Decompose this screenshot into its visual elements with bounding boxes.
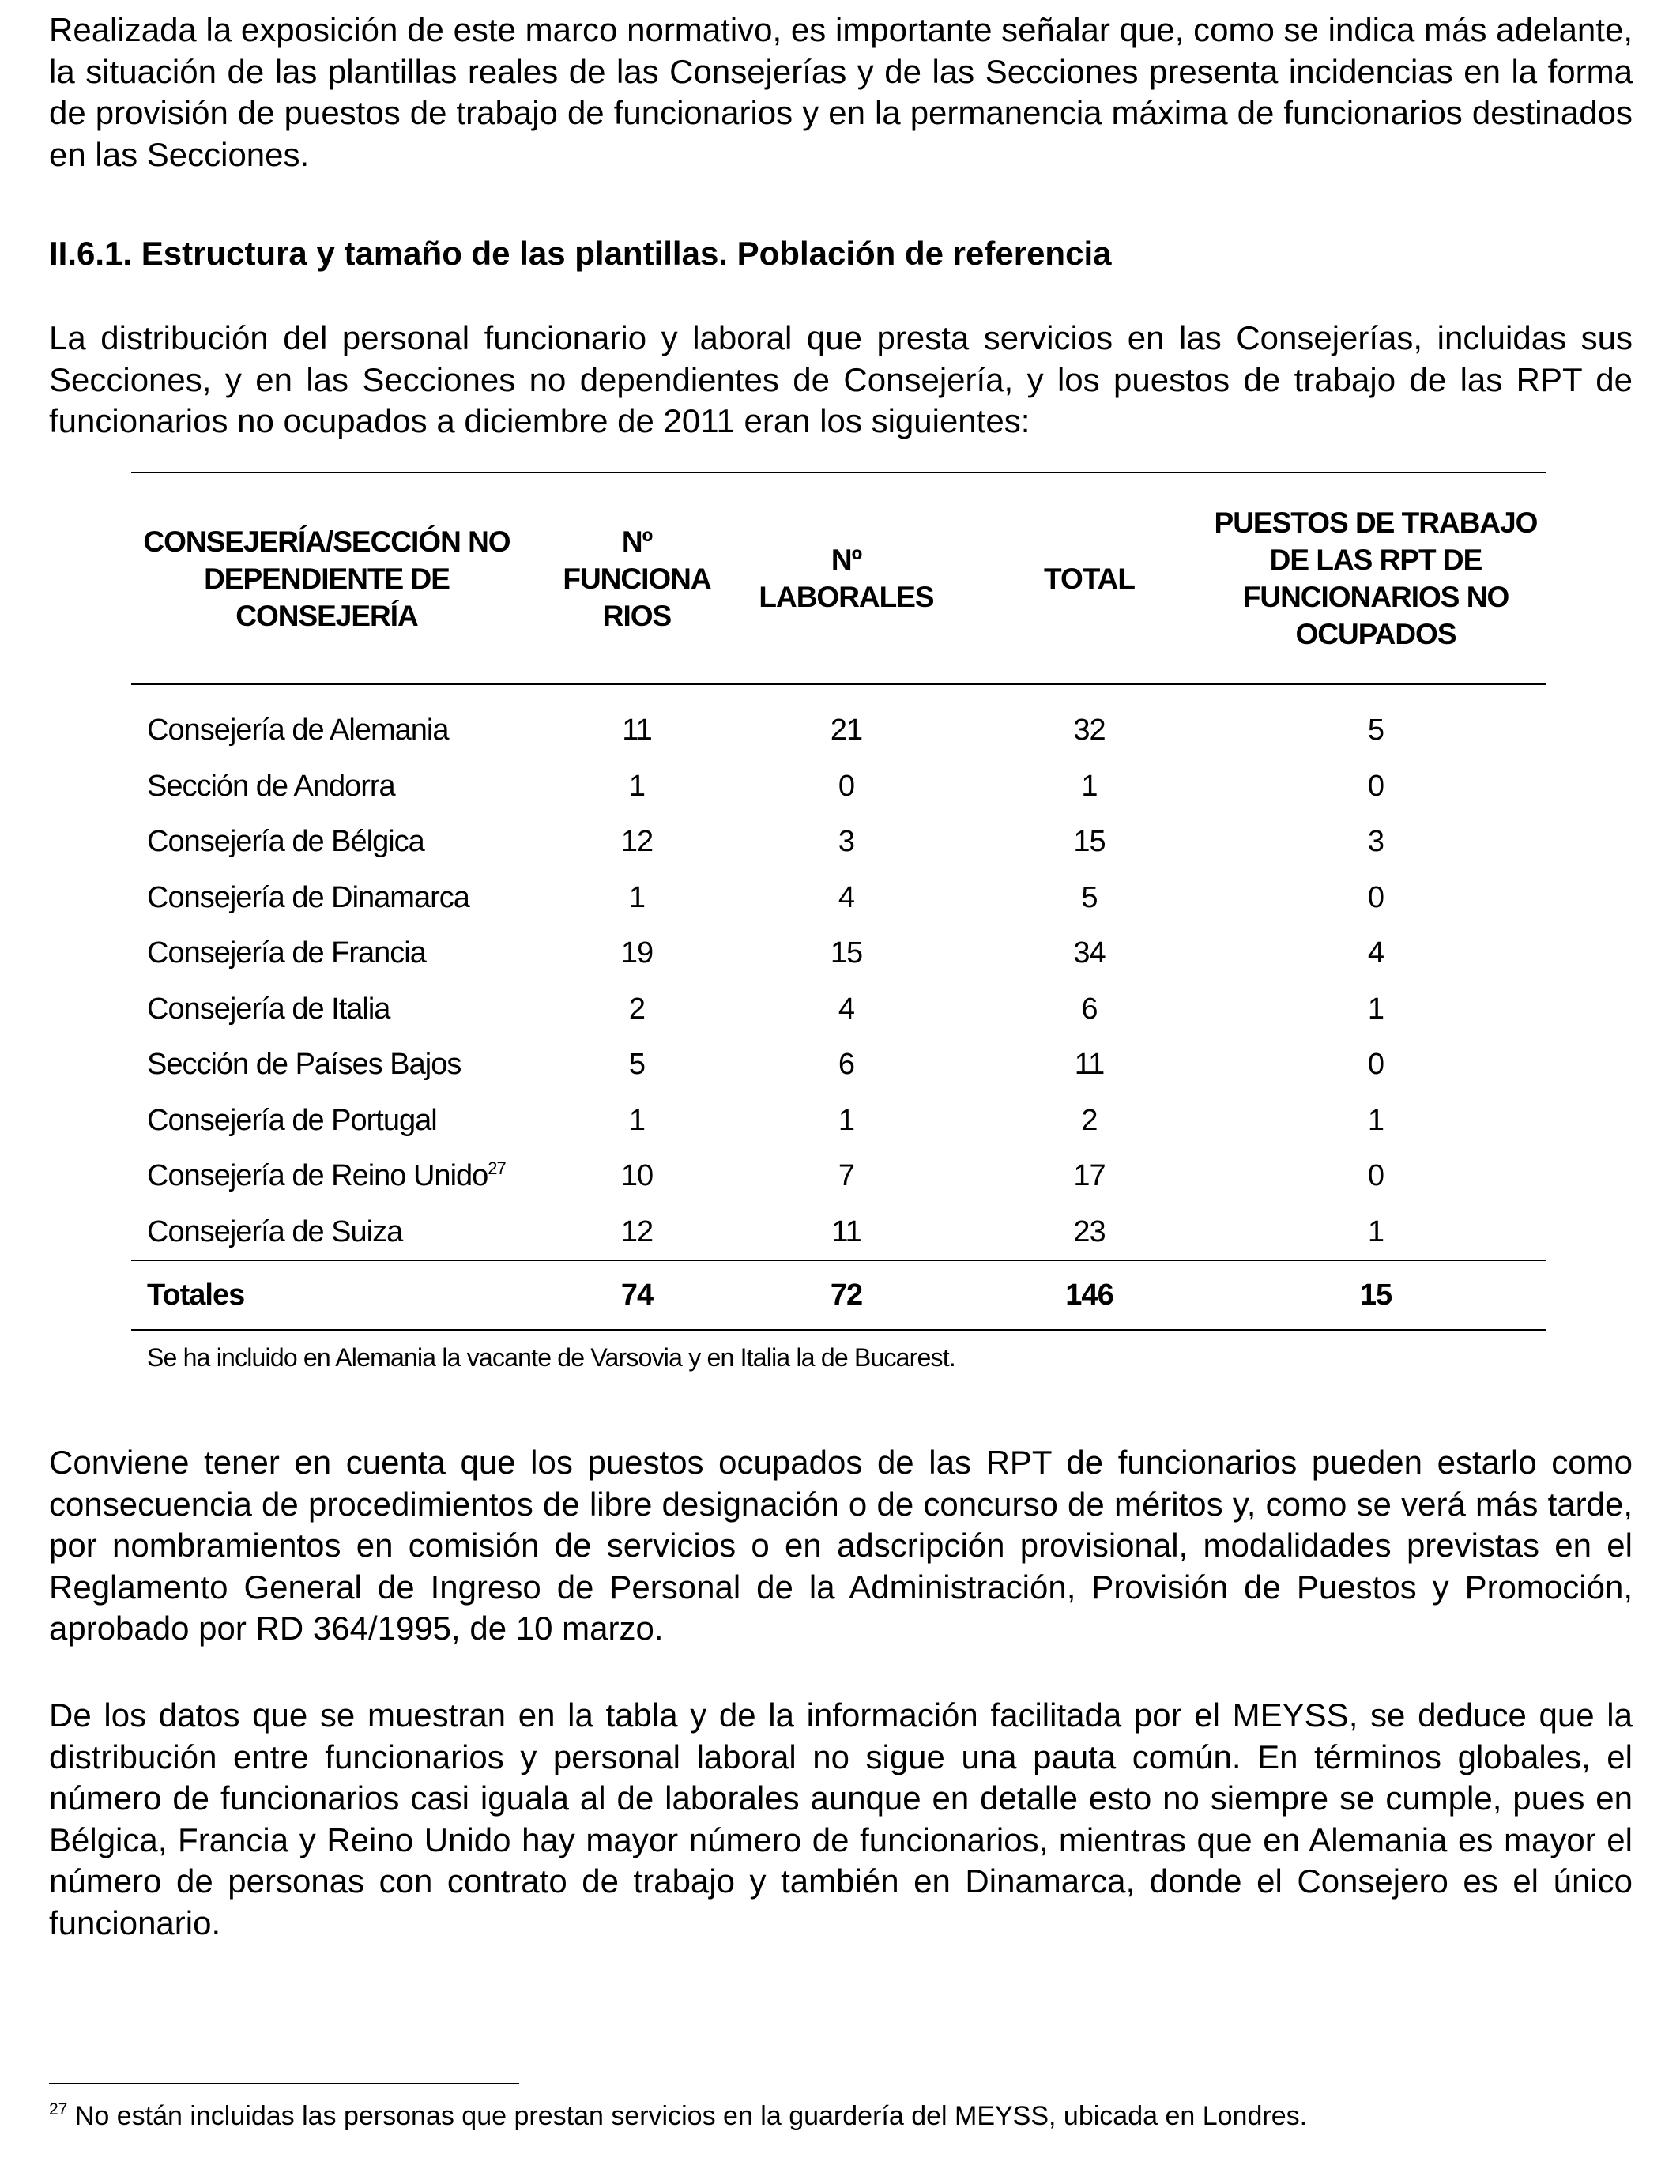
footnote-reference[interactable]: 27 [488,1158,506,1179]
header-no-ocupados: PUESTOS DE TRABAJO DE LAS RPT DE FUNCIONARIOS NO OCUPADOS [1206,473,1546,684]
table-note: Se ha incluido en Alemania la vacante de Varsovia y en Italia la de Bucarest. [147,1343,955,1372]
footnote-number: 27 [49,2100,68,2118]
table-row: Sección de Países Bajos 5 6 11 0 [147,1048,1384,1082]
table-row: Consejería de Italia 2 4 6 1 [147,992,1384,1026]
header-laborales: Nº LABORALES [720,473,973,684]
section-heading: II.6.1. Estructura y tamaño de las plantillas. Población de referencia [49,235,1112,272]
table-row: Consejería de Alemania 11 21 32 5 [147,714,1384,747]
row-name: Consejería de Reino Unido [147,1159,488,1193]
table-row: Consejería de Francia 19 15 34 4 [147,936,1384,970]
paragraph-intro: Realizada la exposición de este marco normativo, es importante señalar que, como se indica más adelante, la situación de las plantillas reales de las Consejerías y de las Secciones presenta incidencias en la forma de provisión de puestos de trabajo de funcionarios y en la permanencia máxima de funcionarios destinados en las Secciones. [49,11,1633,173]
table-row: Consejería de Bélgica 12 3 15 3 [147,825,1384,859]
footnote [49,2099,1307,2133]
table-row: Consejería de Suiza 12 11 23 1 [131,1204,1546,1261]
table-totals-row: Totales 74 72 146 15 [131,1260,1546,1330]
paragraph-provision: Conviene tener en cuenta que los puestos ocupados de las RPT de funcionarios pueden estarlo como consecuencia de procedimientos de libre designación o de concurso de méritos y, como se verá más tarde, por nombramientos en comisión de servicios o en adscripción provisional, modalidades previstas en el Reglamento General de Ingreso de Personal de la Administración, Provisión de Puestos y Promoción, aprobado por RD 364/1995, de 10 marzo. [49,1444,1633,1647]
paragraph-distribution: La distribución del personal funcionario y laboral que presta servicios en las Consejerías, incluidas sus Secciones, y en las Secciones no dependientes de Consejería, y los puestos de trabajo de las RPT de funcionarios no ocupados a diciembre de 2011 eran los siguientes: [49,319,1633,439]
table-row: Sección de Andorra 1 0 1 0 [147,769,1384,803]
paragraph-analysis: De los datos que se muestran en la tabla y de la información facilitada por el MEYSS, se deduce que la distribución entre funcionarios y personal laboral no sigue una pauta común. En términos globales, el número de funcionarios casi iguala al de laborales aunque en detalle esto no siempre se cumple, pues en Bélgica, Francia y Reino Unido hay mayor número de funcionarios, mientras que en Alemania es mayor el número de personas con contrato de trabajo y también en Dinamarca, donde el Consejero es el único funcionario. [49,1696,1633,1941]
staff-table [131,472,1546,1331]
table-header-row [131,473,1546,684]
table-row: Consejería de Reino Unido$^{27}$ 10 7 17 0 [147,1158,1384,1193]
table-row: Consejería de Portugal 1 1 2 1 [147,1103,1384,1137]
footnote-separator [49,2083,519,2084]
header-consejeria: CONSEJERÍA/SECCIÓN NO DEPENDIENTE DE CONSEJERÍA [131,473,554,684]
footnote-text: No están incluidas las personas que prestan servicios en la guardería del MEYSS, ubicada en Londres. [67,2101,1308,2131]
table-row: Consejería de Dinamarca 1 4 5 0 [147,880,1384,914]
header-funcionarios: Nº FUNCIONA RIOS [554,473,720,684]
header-total: TOTAL [973,473,1206,684]
staff-table-container [131,472,1546,1373]
